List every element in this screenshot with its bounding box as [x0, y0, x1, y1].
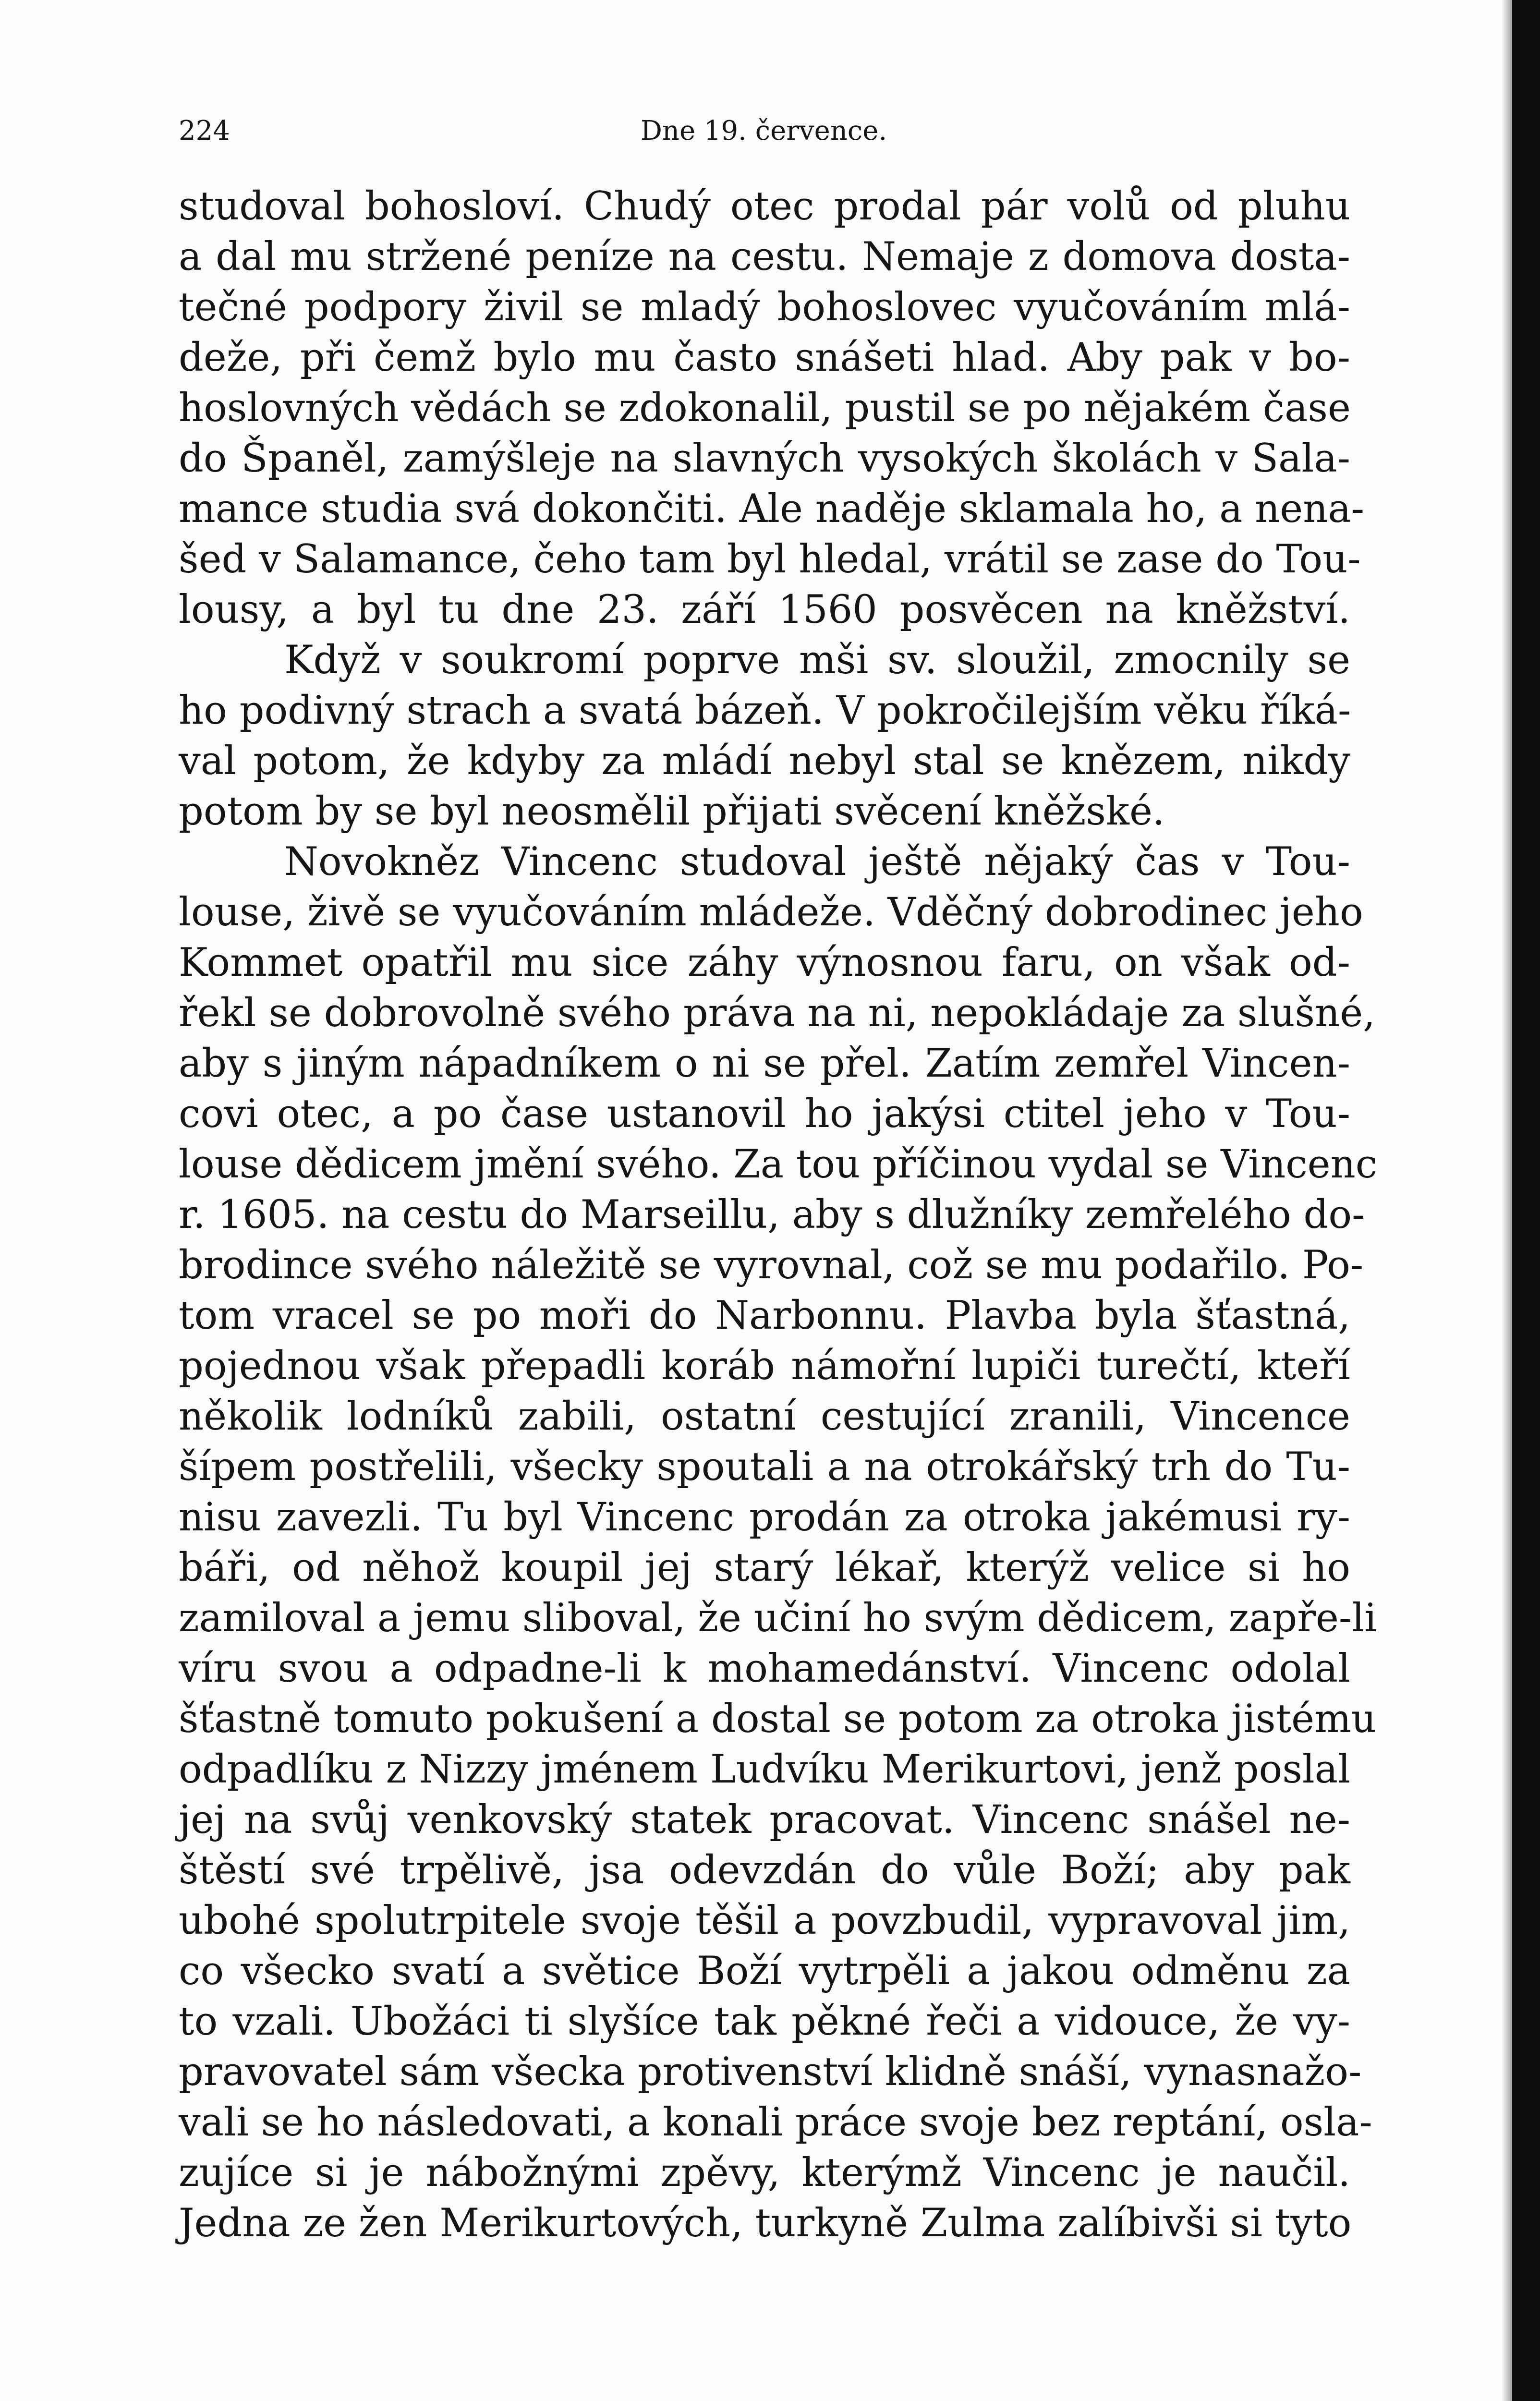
- text-line: ho podivný strach a svatá bázeň. V pokročilejším věku říká-: [179, 688, 1351, 733]
- text-line: studoval bohosloví. Chudý otec prodal pár volů od pluhu: [179, 184, 1350, 229]
- text-line: potom by se byl neosmělil přijati svěcení kněžské.: [179, 789, 1165, 834]
- text-line: vali se ho následovati, a konali práce svoje bez reptání, osla-: [179, 2100, 1372, 2145]
- text-line: do Španěl, zamýšleje na slavných vysokých školách v Sala-: [179, 436, 1350, 481]
- text-line: Jedna ze žen Merikurtových, turkyně Zulma zalíbivši si tyto: [179, 2201, 1352, 2246]
- text-line: to vzali. Ubožáci ti slyšíce tak pěkné řeči a vidouce, že vy-: [179, 1999, 1350, 2044]
- text-line: a dal mu stržené peníze na cestu. Nemaje z domova dosta-: [179, 234, 1350, 279]
- text-line: Když v soukromí poprve mši sv. sloužil, zmocnily se: [284, 638, 1350, 683]
- text-line: r. 1605. na cestu do Marseillu, aby s dlužníky zemřelého do-: [179, 1192, 1365, 1237]
- text-line: šípem postřelili, všecky spoutali a na otrokářský trh do Tu-: [179, 1444, 1350, 1490]
- page-header: [179, 109, 1331, 153]
- text-line: zamiloval a jemu sliboval, že učiní ho svým dědicem, zapře-li: [179, 1596, 1377, 1641]
- text-line: tom vracel se po moři do Narbonnu. Plavba byla šťastná,: [179, 1293, 1350, 1338]
- text-line: Kommet opatřil mu sice záhy výnosnou faru, on však od-: [179, 940, 1350, 985]
- text-line: hoslovných vědách se zdokonalil, pustil se po nějakém čase: [179, 386, 1351, 431]
- text-line: aby s jiným nápadníkem o ni se přel. Zatím zemřel Vincen-: [179, 1041, 1350, 1086]
- text-line: několik lodníků zabili, ostatní cestující zranili, Vincence: [179, 1394, 1350, 1439]
- page-number: 224: [179, 115, 230, 146]
- text-line: pojednou však přepadli koráb námořní lupiči turečtí, kteří: [179, 1344, 1350, 1389]
- text-line: šťastně tomuto pokušení a dostal se potom za otroka jistému: [179, 1697, 1377, 1742]
- text-line: jej na svůj venkovský statek pracovat. Vincenc snášel ne-: [179, 1797, 1350, 1843]
- text-line: řekl se dobrovolně svého práva na ni, nepokládaje za slušné,: [179, 991, 1375, 1036]
- text-line: lousy, a byl tu dne 23. září 1560 posvěcen na kněžství.: [179, 587, 1350, 632]
- running-head: Dne 19. července.: [641, 115, 887, 146]
- page-edge-binding: [1512, 0, 1540, 2401]
- body-text: [179, 182, 1378, 2249]
- text-line: báři, od něhož koupil jej starý lékař, kterýž velice si ho: [179, 1545, 1350, 1590]
- text-line: odpadlíku z Nizzy jménem Ludvíku Merikurtovi, jenž poslal: [179, 1747, 1350, 1792]
- text-line: šed v Salamance, čeho tam byl hledal, vrátil se zase do Tou-: [179, 537, 1361, 582]
- page-edge-shadow: [1502, 0, 1512, 2401]
- text-line: louse dědicem jmění svého. Za tou příčinou vydal se Vincenc: [179, 1142, 1378, 1187]
- text-line: víru svou a odpadne-li k mohamedánství. Vincenc odolal: [179, 1646, 1350, 1691]
- text-line: brodince svého náležitě se vyrovnal, což se mu podařilo. Po-: [179, 1243, 1364, 1288]
- text-line: štěstí své trpělivě, jsa odevzdán do vůle Boží; aby pak: [179, 1848, 1350, 1893]
- text-line: louse, živě se vyučováním mládeže. Vděčný dobrodinec jeho: [179, 890, 1363, 935]
- text-line: nisu zavezli. Tu byl Vincenc prodán za otroka jakémusi ry-: [179, 1495, 1350, 1540]
- text-line: mance studia svá dokončiti. Ale naděje sklamala ho, a nena-: [179, 486, 1365, 532]
- text-line: covi otec, a po čase ustanovil ho jakýsi ctitel jeho v Tou-: [179, 1091, 1350, 1137]
- text-line: ubohé spolutrpitele svoje těšil a povzbudil, vypravoval jim,: [179, 1898, 1350, 1943]
- text-line: zujíce si je nábožnými zpěvy, kterýmž Vincenc je naučil.: [179, 2150, 1350, 2195]
- text-line: val potom, že kdyby za mládí nebyl stal se knězem, nikdy: [179, 739, 1350, 784]
- text-line: pravovatel sám všecka protivenství klidně snáší, vynasnažo-: [179, 2049, 1362, 2095]
- text-line: tečné podpory živil se mladý bohoslovec vyučováním mlá-: [179, 285, 1350, 330]
- text-line: Novokněz Vincenc studoval ještě nějaký čas v Tou-: [284, 839, 1350, 885]
- text-line: deže, při čemž bylo mu často snášeti hlad. Aby pak v bo-: [179, 335, 1350, 380]
- text-line: co všecko svatí a světice Boží vytrpěli a jakou odměnu za: [179, 1949, 1350, 1994]
